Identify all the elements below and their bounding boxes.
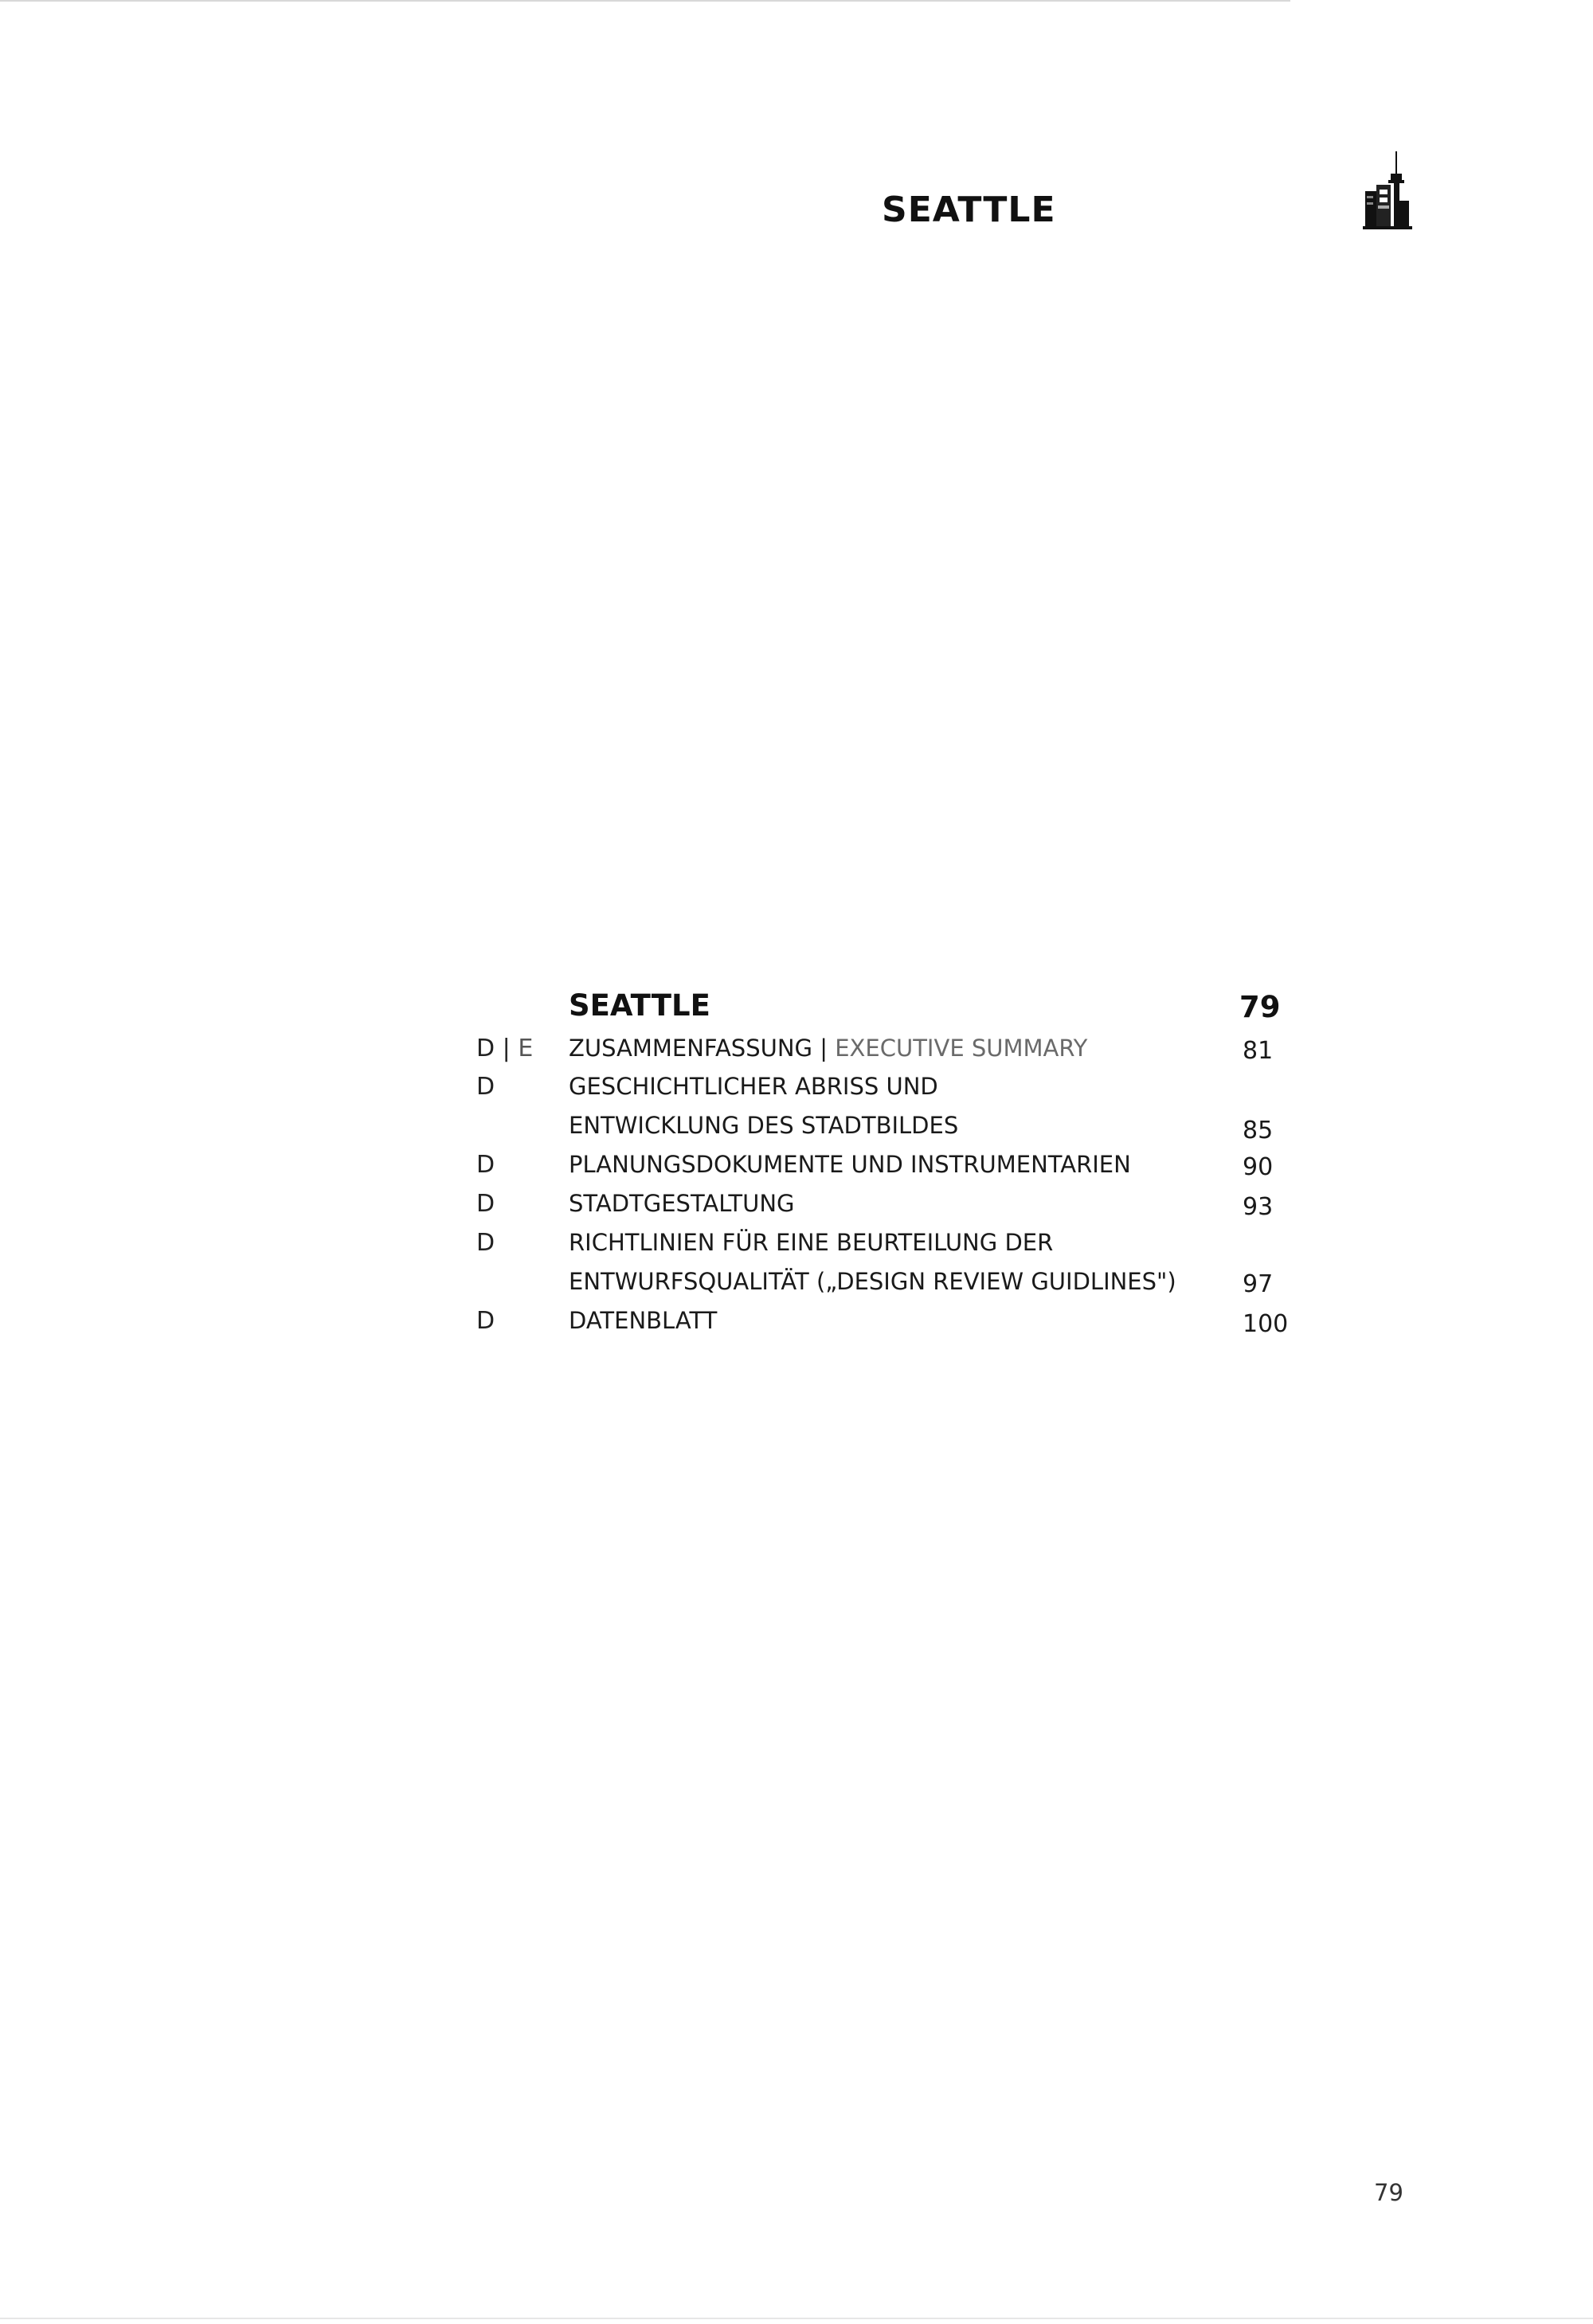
toc-entry [0,1309,1593,1348]
toc-entry-title-line-2: ENTWURFSQUALITÄT („DESIGN REVIEW GUIDLINES") [569,1268,1176,1295]
toc-entry-page: 85 [1243,1117,1274,1144]
toc-entry [0,1231,1593,1309]
toc-entry-page: 97 [1243,1270,1274,1298]
toc-entry-language: D [476,1190,495,1218]
page-number: 79 [1374,2179,1403,2206]
toc-heading-page: 79 [1239,990,1281,1024]
toc-heading-title: SEATTLE [569,988,710,1023]
toc-entry-page: 93 [1243,1193,1274,1221]
toc-entry-title: STADTGESTALTUNG [569,1190,795,1217]
toc-entry [0,1075,1593,1153]
toc-entry-title-line-1: RICHTLINIEN FÜR EINE BEURTEILUNG DER [569,1229,1054,1256]
toc-entry-title-primary: ZUSAMMENFASSUNG [569,1035,813,1062]
toc-entry-title-secondary: EXECUTIVE SUMMARY [835,1035,1088,1062]
toc-entry-title-line-2: ENTWICKLUNG DES STADTBILDES [569,1112,959,1139]
toc-entry-page: 90 [1243,1153,1274,1181]
page-title: SEATTLE [882,190,1056,230]
language-code-secondary: E [518,1035,534,1062]
toc-heading-row [0,988,1593,1029]
toc-entry-language: D [476,1307,495,1335]
toc-entry-language: D [476,1073,495,1101]
toc-entry-page: 100 [1243,1310,1289,1338]
toc-entry-title: PLANUNGSDOKUMENTE UND INSTRUMENTARIEN [569,1151,1131,1178]
toc-entry-title: DATENBLATT [569,1307,718,1334]
language-separator: | [502,1035,511,1062]
toc-entry-language: D [476,1151,495,1179]
toc-entry-language: D [476,1229,495,1257]
toc-entry [0,1037,1593,1075]
toc-entry-page: 81 [1243,1037,1274,1065]
language-code-primary: D [476,1035,495,1062]
toc-entry-title-line-1: GESCHICHTLICHER ABRISS UND [569,1073,938,1100]
toc-entry [0,1153,1593,1191]
toc-entry-language [476,1037,533,1061]
toc-entry-title [569,1037,1087,1060]
toc-entry [0,1192,1593,1230]
toc-entry-title-separator: | [820,1035,828,1062]
